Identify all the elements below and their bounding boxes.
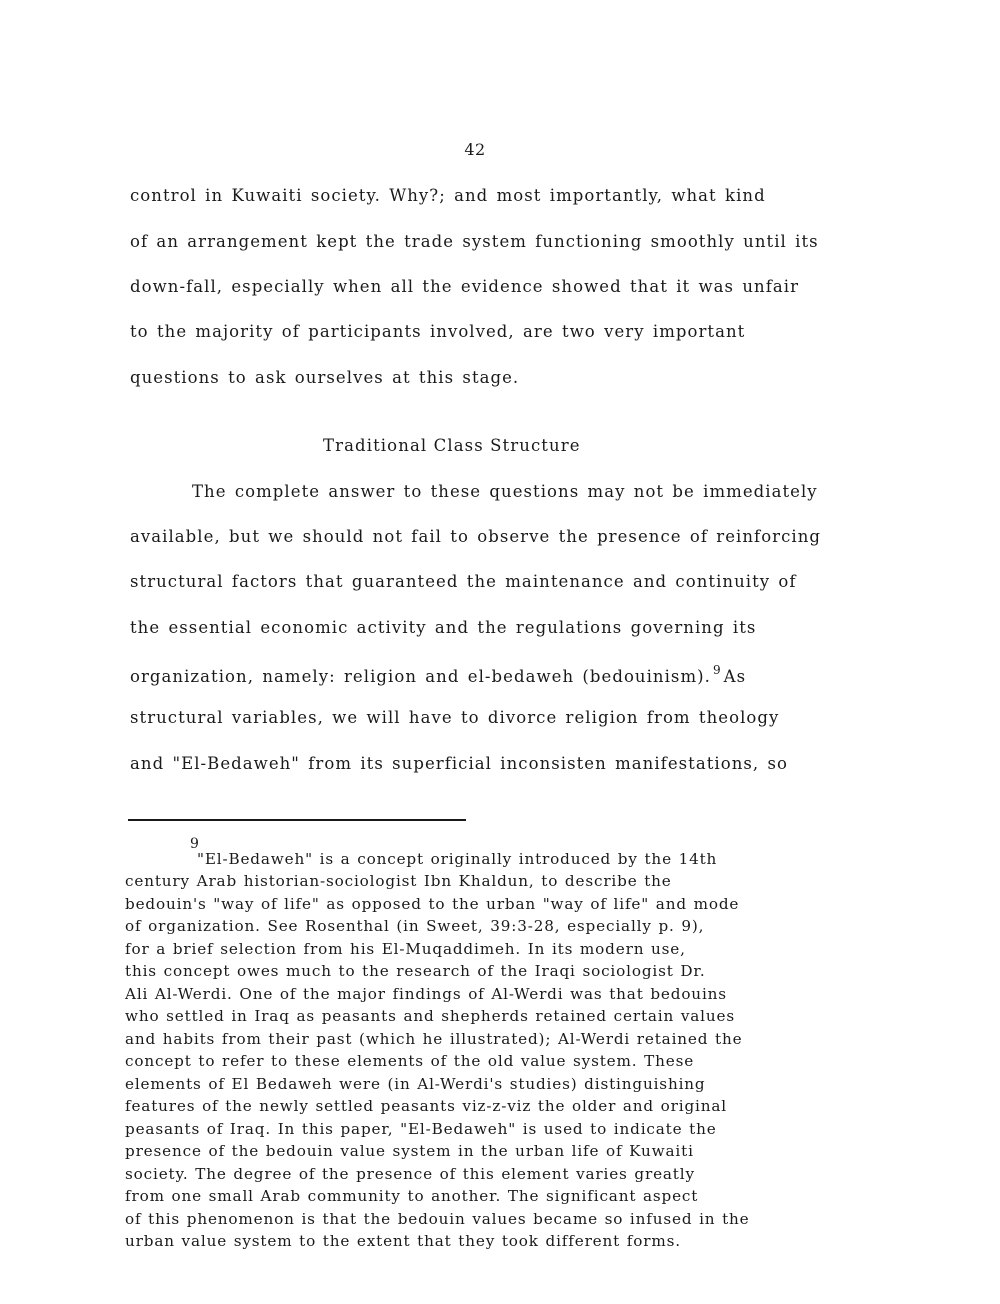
footnote-line: of this phenomenon is that the bedouin values became so infused in the	[125, 1210, 750, 1228]
footnote-marker: 9	[190, 836, 199, 852]
paragraph-line: The complete answer to these questions may not be immediately	[192, 482, 818, 501]
footnote-line: for a brief selection from his El-Muqaddimeh. In its modern use,	[125, 940, 686, 958]
footnote-line: features of the newly settled peasants viz-z-viz the older and original	[125, 1097, 727, 1115]
footnote-separator	[128, 819, 466, 821]
footnote-line: bedouin's "way of life" as opposed to the urban "way of life" and mode	[125, 895, 740, 913]
footnote-line: century Arab historian-sociologist Ibn Khaldun, to describe the	[125, 872, 672, 890]
section-heading: Traditional Class Structure	[323, 436, 581, 455]
footnote-line: and habits from their past (which he illustrated); Al-Werdi retained the	[125, 1030, 743, 1048]
paragraph-line: available, but we should not fail to observe the presence of reinforcing	[130, 527, 822, 546]
footnote-line: peasants of Iraq. In this paper, "El-Bedaweh" is used to indicate the	[125, 1120, 717, 1138]
paragraph-line: to the majority of participants involved, are two very important	[130, 322, 746, 341]
paragraph-line: structural variables, we will have to divorce religion from theology	[130, 708, 780, 727]
paragraph-line: down-fall, especially when all the evidence showed that it was unfair	[130, 277, 800, 296]
paragraph-line: and "El-Bedaweh" from its superficial inconsisten manifestations, so	[130, 754, 789, 773]
paragraph-line: the essential economic activity and the regulations governing its	[130, 618, 757, 637]
page-number: 42	[464, 140, 486, 159]
footnote-line: of organization. See Rosenthal (in Sweet, 39:3-28, especially p. 9),	[125, 917, 705, 935]
footnote-line: urban value system to the extent that they took different forms.	[125, 1232, 681, 1250]
footnote-line: Ali Al-Werdi. One of the major findings of Al-Werdi was that bedouins	[125, 985, 727, 1003]
paragraph-line: questions to ask ourselves at this stage.	[130, 368, 520, 387]
paragraph-line: control in Kuwaiti society. Why?; and most importantly, what kind	[130, 186, 766, 205]
footnote-line: elements of El Bedaweh were (in Al-Werdi's studies) distinguishing	[125, 1075, 706, 1093]
paragraph-line: of an arrangement kept the trade system functioning smoothly until its	[130, 232, 819, 251]
paragraph-line	[130, 663, 746, 686]
footnote-line: "El-Bedaweh" is a concept originally introduced by the 14th	[197, 850, 718, 868]
paragraph-line: structural factors that guaranteed the maintenance and continuity of	[130, 572, 797, 591]
paragraph-text: organization, namely: religion and el-bedaweh (bedouinism).	[130, 667, 711, 686]
paragraph-text: As	[723, 667, 747, 686]
footnote-line: society. The degree of the presence of this element varies greatly	[125, 1165, 695, 1183]
footnote-line: this concept owes much to the research of the Iraqi sociologist Dr.	[125, 962, 706, 980]
footnote-line: who settled in Iraq as peasants and shepherds retained certain values	[125, 1007, 735, 1025]
footnote-line: concept to refer to these elements of the old value system. These	[125, 1052, 695, 1070]
footnote-reference: 9	[712, 663, 722, 677]
footnote-line: presence of the bedouin value system in the urban life of Kuwaiti	[125, 1142, 694, 1160]
footnote-line: from one small Arab community to another. The significant aspect	[125, 1187, 699, 1205]
